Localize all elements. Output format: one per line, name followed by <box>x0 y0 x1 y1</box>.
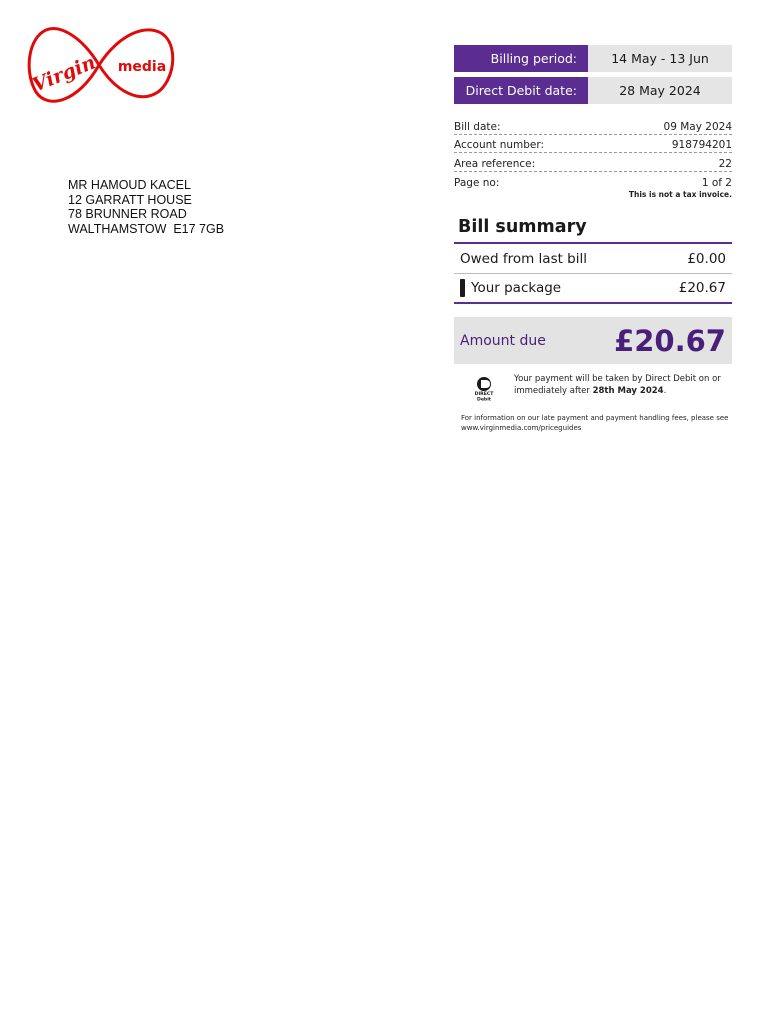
meta-row-area-reference <box>454 153 732 172</box>
meta-label: Account number: <box>454 139 545 151</box>
address-line: WALTHAMSTOW E17 7GB <box>68 221 225 236</box>
meta-row-account-number <box>454 135 732 154</box>
summary-row-owed <box>454 244 732 274</box>
meta-row-bill-date <box>454 116 732 135</box>
direct-debit-date-row <box>454 77 732 104</box>
meta-label: Page no: <box>454 177 500 189</box>
bill-info-panel <box>454 45 732 433</box>
address-line: 78 BRUNNER ROAD <box>68 207 187 222</box>
summary-label-group <box>460 279 561 297</box>
dd-text-main: Your payment will be taken by Direct Debit on or immediately after <box>514 374 721 396</box>
amount-due-value: £20.67 <box>614 323 726 358</box>
bill-summary-title: Bill summary <box>454 217 732 244</box>
billing-period-value: 14 May - 13 Jun <box>588 45 732 72</box>
direct-debit-info <box>454 374 732 402</box>
direct-debit-icon <box>454 374 514 402</box>
logo-word-virgin: Virgin <box>29 51 99 97</box>
direct-debit-text <box>514 374 728 402</box>
address-line: MR HAMOUD KACEL <box>68 178 191 192</box>
tax-invoice-note: This is not a tax invoice. <box>628 190 732 199</box>
summary-label: Owed from last bill <box>460 250 588 267</box>
meta-label: Area reference: <box>454 157 536 170</box>
dd-icon-text-bottom: Debit <box>477 397 491 402</box>
dd-text-date: 28th May 2024 <box>592 385 664 396</box>
address-line: 12 GARRATT HOUSE <box>68 192 192 207</box>
amount-due-box <box>454 317 732 364</box>
summary-label: Your package <box>471 280 562 296</box>
fees-note: For information on our late payment and payment handling fees, please see www.virginmedia.com/priceguides <box>461 414 729 432</box>
customer-address <box>68 178 224 236</box>
meta-value: 918794201 <box>671 139 732 151</box>
package-marker-icon <box>460 279 465 297</box>
billing-period-row <box>454 45 732 72</box>
bill-meta <box>454 116 732 199</box>
direct-debit-date-value: 28 May 2024 <box>588 77 732 104</box>
meta-value: 22 <box>718 157 732 170</box>
dd-text-end: . <box>663 385 667 396</box>
amount-due-label: Amount due <box>460 332 546 349</box>
billing-period-label: Billing period: <box>454 45 588 72</box>
meta-value: 1 of 2 <box>701 177 732 189</box>
virgin-media-logo <box>22 22 176 108</box>
meta-label: Bill date: <box>454 120 501 133</box>
summary-value: £20.67 <box>678 280 726 296</box>
logo-word-media: media <box>117 59 167 75</box>
meta-row-page-no <box>454 172 732 191</box>
dd-icon-text-top: DIRECT <box>474 392 494 397</box>
summary-row-package <box>454 274 732 304</box>
summary-value: £0.00 <box>687 250 726 267</box>
meta-value: 09 May 2024 <box>663 120 732 133</box>
direct-debit-date-label: Direct Debit date: <box>454 77 588 104</box>
